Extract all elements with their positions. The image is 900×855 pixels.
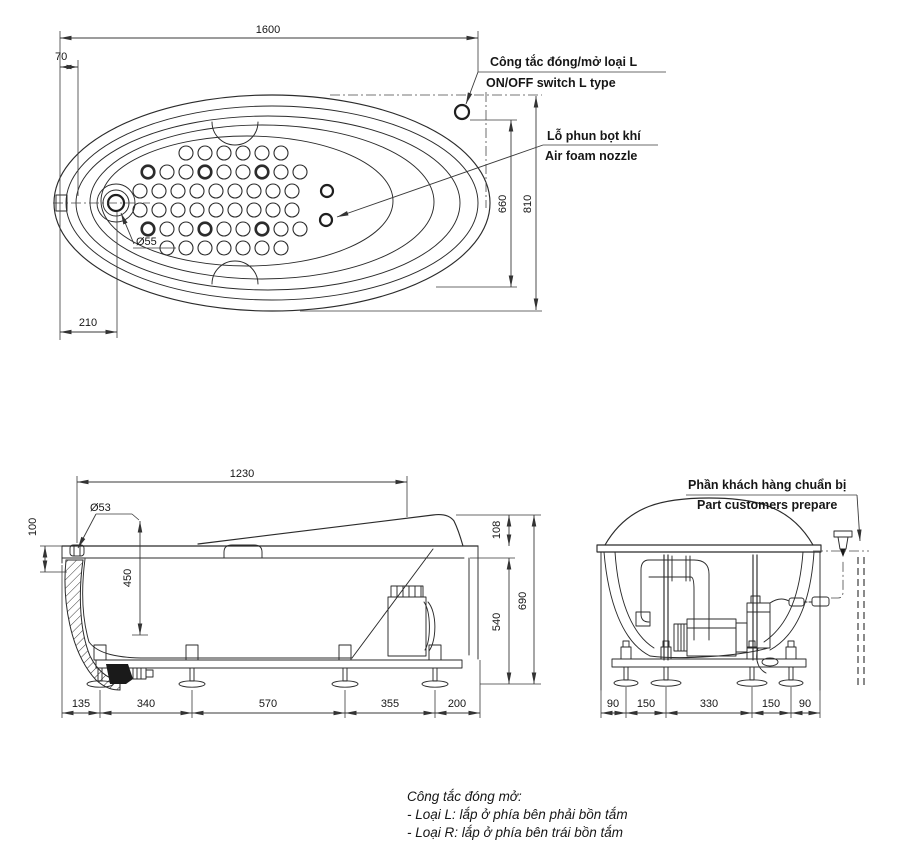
dim-seg-150b: 150 (761, 698, 781, 710)
jet-hole (199, 223, 212, 236)
air-hole (198, 241, 212, 255)
dim-seg-150a: 150 (636, 698, 656, 710)
switch-leader-line (466, 72, 478, 104)
jet-hole (199, 166, 212, 179)
dim-seg-90b: 90 (798, 698, 812, 710)
dim-seg-330: 330 (699, 698, 719, 710)
jet-hole (142, 166, 155, 179)
air-hole (274, 165, 288, 179)
dim-rim-edge-height: 100 (27, 517, 39, 537)
support-frame (96, 660, 462, 668)
dim-drain-offset: 210 (78, 317, 98, 329)
cord-centerline (831, 560, 843, 598)
wall-outlet-icon (834, 531, 852, 557)
end-bottom-dims (601, 687, 820, 718)
dim-drain-diameter: Ø55 (136, 236, 157, 248)
air-foam-nozzle-icon (321, 185, 333, 197)
air-hole (198, 146, 212, 160)
air-hole (293, 165, 307, 179)
air-hole (133, 184, 147, 198)
dim-hole-diameter: Ø53 (90, 502, 111, 514)
air-hole (217, 165, 231, 179)
dim-seg-340: 340 (136, 698, 156, 710)
drain-assembly (106, 664, 133, 684)
dim-overall-height: 690 (517, 591, 529, 611)
air-hole (190, 203, 204, 217)
dim-overall-length: 1600 (255, 24, 281, 36)
footnote-title: Công tắc đóng mở: (407, 789, 522, 804)
rim-hole-fitting (70, 545, 84, 556)
top-view (53, 24, 666, 340)
air-hole (209, 203, 223, 217)
dim-seg-355: 355 (380, 698, 400, 710)
onoff-switch-icon (455, 105, 469, 119)
dim-body-height: 540 (491, 612, 503, 632)
dim-seg-135: 135 (71, 698, 91, 710)
nozzle-label-vi: Lỗ phun bọt khí (547, 129, 641, 143)
front-view (27, 468, 541, 718)
dim-inner-depth: 450 (122, 568, 134, 588)
rim-handle (224, 545, 262, 558)
prepare-label-en: Part customers prepare (697, 498, 838, 512)
footnote (407, 789, 628, 840)
hole-leader-line (78, 514, 96, 548)
air-hole (274, 146, 288, 160)
jet-hole (142, 223, 155, 236)
switch-label-vi: Công tắc đóng/mở loại L (490, 55, 638, 69)
air-foam-nozzle-icon (320, 214, 332, 226)
prepare-leader-line (857, 495, 860, 541)
air-hole (236, 241, 250, 255)
dim-rim-length: 1230 (229, 468, 255, 480)
air-hole (228, 203, 242, 217)
air-hole (179, 146, 193, 160)
dim-headrest-rise: 108 (491, 520, 503, 540)
air-hole (266, 203, 280, 217)
piping (636, 556, 709, 640)
nozzle-label-en: Air foam nozzle (545, 149, 638, 163)
air-hole (217, 241, 231, 255)
dim-inner-width: 660 (497, 194, 509, 214)
adjustable-legs (87, 645, 448, 687)
air-hole (285, 184, 299, 198)
footnote-line-r: - Loại R: lắp ở phía bên trái bồn tắm (407, 825, 624, 840)
air-hole-pattern (133, 146, 307, 255)
air-hole (285, 203, 299, 217)
air-hole (266, 184, 280, 198)
dim-overall-width: 810 (522, 194, 534, 214)
air-hole (236, 165, 250, 179)
switch-label-en: ON/OFF switch L type (486, 76, 616, 90)
air-hole (171, 184, 185, 198)
air-hole (160, 165, 174, 179)
jet-hole (256, 223, 269, 236)
dim-seg-200: 200 (447, 698, 467, 710)
dim-seg-90a: 90 (606, 698, 620, 710)
wall-line (858, 557, 864, 687)
air-hole (217, 222, 231, 236)
air-hole (179, 165, 193, 179)
air-hole (236, 146, 250, 160)
air-hole (152, 184, 166, 198)
air-hole (293, 222, 307, 236)
dim-left-offset: 70 (55, 51, 68, 63)
air-hole (247, 203, 261, 217)
air-hole (152, 203, 166, 217)
air-hole (179, 222, 193, 236)
end-view (597, 478, 869, 718)
air-hole (217, 146, 231, 160)
air-hole (236, 222, 250, 236)
nozzle-leader-line (337, 145, 543, 217)
air-hole (228, 184, 242, 198)
air-hole (255, 241, 269, 255)
air-hole (274, 241, 288, 255)
air-hole (209, 184, 223, 198)
air-hole (179, 241, 193, 255)
adjustable-legs (614, 641, 803, 686)
air-hole (190, 184, 204, 198)
jet-hole (256, 166, 269, 179)
backrest-profile (198, 515, 463, 546)
pump-motor (674, 619, 747, 656)
dim-seg-570: 570 (258, 698, 278, 710)
air-hole (274, 222, 288, 236)
rim-band (597, 545, 821, 552)
air-hole (171, 203, 185, 217)
pump-unit (388, 586, 435, 656)
footnote-line-l: - Loại L: lắp ở phía bên phải bồn tắm (407, 807, 628, 822)
basin-back-slope (352, 549, 433, 658)
basin-bottom (89, 642, 352, 658)
air-hole (247, 184, 261, 198)
air-hole (255, 146, 269, 160)
air-hole (160, 222, 174, 236)
prepare-label-vi: Phần khách hàng chuẩn bị (688, 478, 847, 492)
